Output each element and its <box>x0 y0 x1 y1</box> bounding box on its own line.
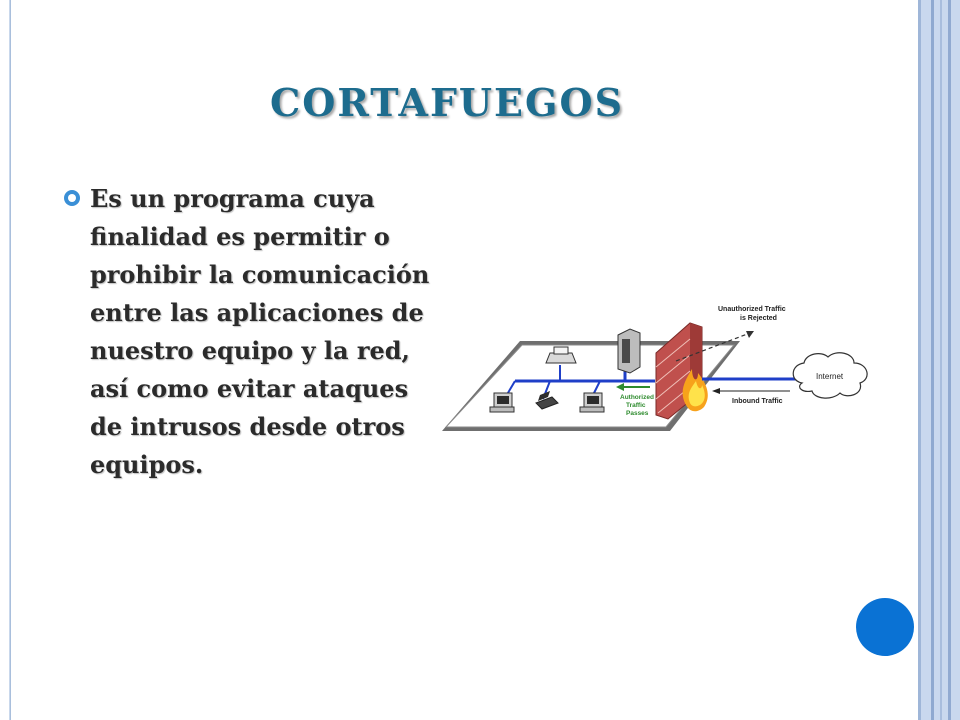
left-frame-border <box>0 0 11 720</box>
bullet-icon <box>64 190 80 206</box>
server-icon <box>618 329 640 373</box>
decorative-circle <box>856 598 914 656</box>
authorized-label-1: Authorized <box>620 394 654 401</box>
desktop-computer-icon-2 <box>580 393 604 412</box>
bullet-list <box>60 180 430 484</box>
right-decorative-frame <box>918 0 960 720</box>
inbound-label: Inbound Traffic <box>732 398 783 405</box>
unauthorized-label-2: is Rejected <box>740 315 777 322</box>
desktop-computer-icon <box>490 393 514 412</box>
authorized-label-3: Passes <box>626 410 649 417</box>
internet-label: Internet <box>816 372 844 381</box>
firewall-diagram <box>440 295 880 440</box>
authorized-label-2: Traffic <box>626 402 646 409</box>
bullet-text: Es un programa cuya finalidad es permitir o prohibir la comunicación entre las aplicaciones de nuestro equipo y la red, así como evitar ataques de intrusos desde otros equipos. <box>90 184 430 479</box>
unauthorized-label-1: Unauthorized Traffic <box>718 306 786 313</box>
slide-title: CORTAFUEGOS <box>270 80 625 125</box>
